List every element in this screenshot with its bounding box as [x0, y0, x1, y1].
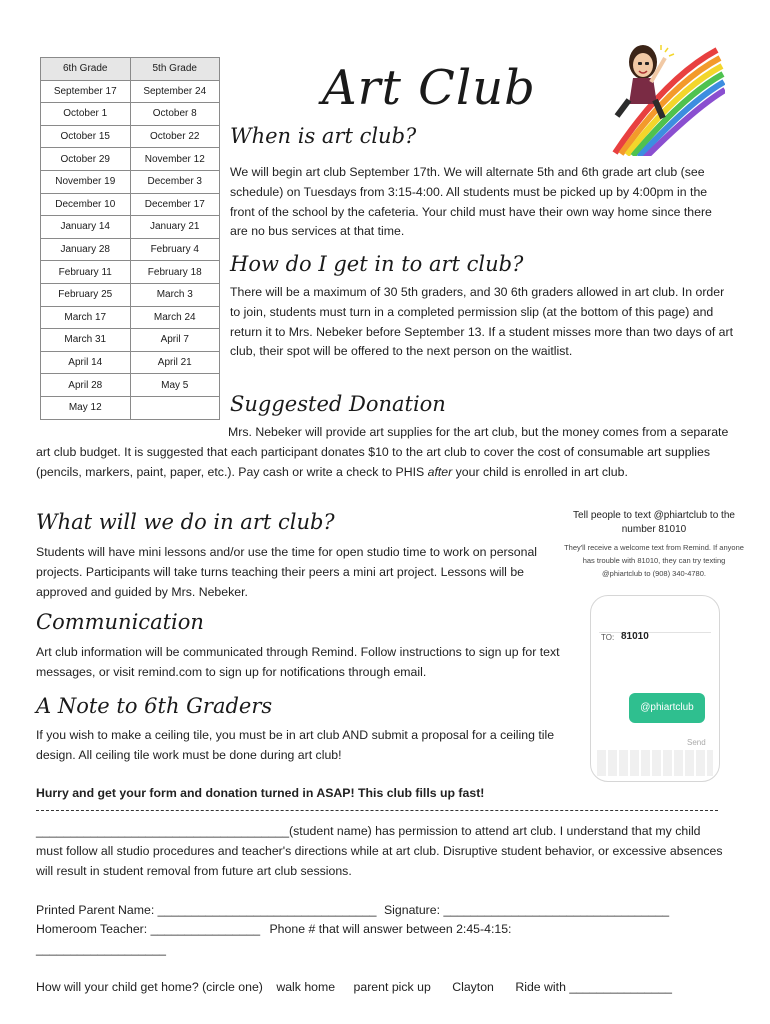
paragraph-what: Students will have mini lessons and/or use the time for open studio time to work on personal projects. Participants will take turns teaching their peers a mini art project. Lessons will be approved and guided by Mrs. Nebeker. — [36, 545, 538, 599]
paragraph-donation — [36, 423, 736, 482]
sixth-grade-date: December 10 — [41, 193, 131, 216]
heading-donation — [230, 392, 446, 416]
phone-keyboard — [597, 750, 713, 776]
fifth-grade-date: September 24 — [130, 80, 220, 103]
heading-when: When is art club? — [230, 124, 417, 148]
send-button[interactable]: Send — [687, 738, 706, 747]
heading-communication: Communication — [36, 610, 204, 634]
header-6th-grade: 6th Grade — [41, 58, 131, 81]
paragraph-communication: Art club information will be communicated through Remind. Follow instructions to sign up for text messages, or visit remind.com to sign up for notifications through email. — [36, 645, 560, 679]
homeroom-blank[interactable]: ________________ — [150, 922, 261, 936]
fifth-grade-date: March 3 — [130, 283, 220, 306]
homeroom-row — [36, 922, 511, 936]
printed-name-label: Printed Parent Name: — [36, 903, 155, 917]
sixth-grade-date: October 15 — [41, 125, 131, 148]
sixth-grade-date: January 14 — [41, 216, 131, 239]
getting-home-row — [36, 980, 672, 994]
sixth-grade-date: October 29 — [41, 148, 131, 171]
schedule-row — [41, 80, 220, 103]
sixth-grade-date: March 17 — [41, 306, 131, 329]
fifth-grade-date: November 12 — [130, 148, 220, 171]
sixth-grade-date: March 31 — [41, 329, 131, 352]
option-parent-pickup[interactable]: parent pick up — [353, 980, 431, 994]
phone-to-number: 81010 — [621, 631, 649, 642]
permission-statement — [36, 822, 726, 881]
paragraph-note: If you wish to make a ceiling tile, you must be in art club AND submit a proposal for a ceiling tile design. All ceiling tile work must be done during art club! — [36, 728, 555, 762]
option-clayton[interactable]: Clayton — [452, 980, 494, 994]
sixth-grade-date: April 14 — [41, 351, 131, 374]
option-walk-home[interactable]: walk home — [276, 980, 336, 994]
schedule-row — [41, 283, 220, 306]
home-question: How will your child get home? (circle one) — [36, 980, 263, 994]
fifth-grade-date: December 17 — [130, 193, 220, 216]
fifth-grade-date: May 5 — [130, 374, 220, 397]
phone-mockup — [590, 595, 720, 782]
schedule-header-row — [41, 58, 220, 81]
sixth-grade-date: May 12 — [41, 396, 131, 419]
schedule-table — [40, 57, 220, 420]
sixth-grade-date: April 28 — [41, 374, 131, 397]
fifth-grade-date — [130, 396, 220, 419]
schedule-row — [41, 103, 220, 126]
option-ride-with[interactable]: Ride with _______________ — [515, 980, 672, 994]
schedule-row — [41, 148, 220, 171]
paragraph-how: There will be a maximum of 30 5th graders, and 30 6th graders allowed in art club. In order to join, students must turn in a completed permission slip (at the bottom of this page) and return it to Mrs. Nebeker before September 13. If a student misses more than two days of art club, their spot will be offered to the next person on the waitlist. — [230, 285, 734, 359]
remind-subtext: They'll receive a welcome text from Remind. If anyone has trouble with 81010, they can try texting @phiartclub to (908) 340-4780. — [564, 543, 744, 578]
remind-instruction: Tell people to text @phiartclub to the number 81010 — [573, 510, 735, 535]
schedule-row — [41, 329, 220, 352]
signature-label: Signature: — [383, 903, 441, 917]
signature-blank[interactable]: _________________________________ — [443, 903, 670, 917]
fifth-grade-date: December 3 — [130, 170, 220, 193]
schedule-row — [41, 216, 220, 239]
student-name-blank[interactable]: _____________________________________ — [36, 824, 290, 838]
cut-line — [36, 810, 718, 811]
fifth-grade-date: October 22 — [130, 125, 220, 148]
donation-text-2: your child is enrolled in art club. — [452, 464, 628, 479]
fifth-grade-date: October 8 — [130, 103, 220, 126]
donation-text-1: Mrs. Nebeker will provide art supplies for the art club, but the money comes from a separate art club budget. It is suggested that each participant donates $10 to the art club to cover the cost of consumable art supplies (pencils, markers, paint, paper, etc.). Pay cash or write a check to PHIS — [36, 425, 729, 479]
fifth-grade-date: April 21 — [130, 351, 220, 374]
header-5th-grade: 5th Grade — [130, 58, 220, 81]
hurry-notice: Hurry and get your form and donation turned in ASAP! This club fills up fast! — [36, 786, 485, 800]
schedule-row — [41, 193, 220, 216]
phone-blank[interactable]: ___________________ — [36, 942, 166, 956]
phone-label: Phone # that will answer between 2:45-4:15: — [269, 922, 512, 936]
page-title: Art Club — [322, 60, 536, 116]
heading-donation-text: Suggested Donation — [230, 392, 446, 416]
schedule-row — [41, 351, 220, 374]
homeroom-label: Homeroom Teacher: — [36, 922, 148, 936]
sixth-grade-date: February 11 — [41, 261, 131, 284]
heading-note: A Note to 6th Graders — [36, 694, 273, 718]
message-bubble: @phiartclub — [629, 693, 705, 723]
permission-text: (student name) has permission to attend art club. I understand that my child must follow all studio procedures and teacher's directions while at art club. Disruptive student behavior, or excessive absences will result in student removal from future art club sessions. — [36, 824, 723, 878]
fifth-grade-date: March 24 — [130, 306, 220, 329]
sixth-grade-date: November 19 — [41, 170, 131, 193]
sixth-grade-date: October 1 — [41, 103, 131, 126]
sixth-grade-date: January 28 — [41, 238, 131, 261]
schedule-row — [41, 306, 220, 329]
sixth-grade-date: September 17 — [41, 80, 131, 103]
schedule-row — [41, 396, 220, 419]
schedule-row — [41, 238, 220, 261]
schedule-row — [41, 261, 220, 284]
donation-emphasis: after — [427, 464, 453, 479]
paragraph-when: We will begin art club September 17th. We will alternate 5th and 6th grade art club (see schedule) on Tuesdays from 3:15-4:00. All students must be picked up by 4:00pm in the front of the school by the cafeteria. Your child must have their own way home since there are no bus services at that time. — [230, 165, 712, 239]
schedule-row — [41, 125, 220, 148]
phone-to-label: TO: — [601, 633, 615, 642]
heading-what: What will we do in art club? — [36, 510, 335, 534]
schedule-row — [41, 170, 220, 193]
heading-how: How do I get in to art club? — [230, 252, 524, 276]
fifth-grade-date: January 21 — [130, 216, 220, 239]
bitmoji-rainbow-illustration — [605, 38, 725, 156]
printed-name-row — [36, 903, 669, 917]
fifth-grade-date: February 4 — [130, 238, 220, 261]
sixth-grade-date: February 25 — [41, 283, 131, 306]
phone-divider — [599, 632, 711, 633]
fifth-grade-date: April 7 — [130, 329, 220, 352]
fifth-grade-date: February 18 — [130, 261, 220, 284]
schedule-row — [41, 374, 220, 397]
printed-name-blank[interactable]: ________________________________ — [157, 903, 377, 917]
